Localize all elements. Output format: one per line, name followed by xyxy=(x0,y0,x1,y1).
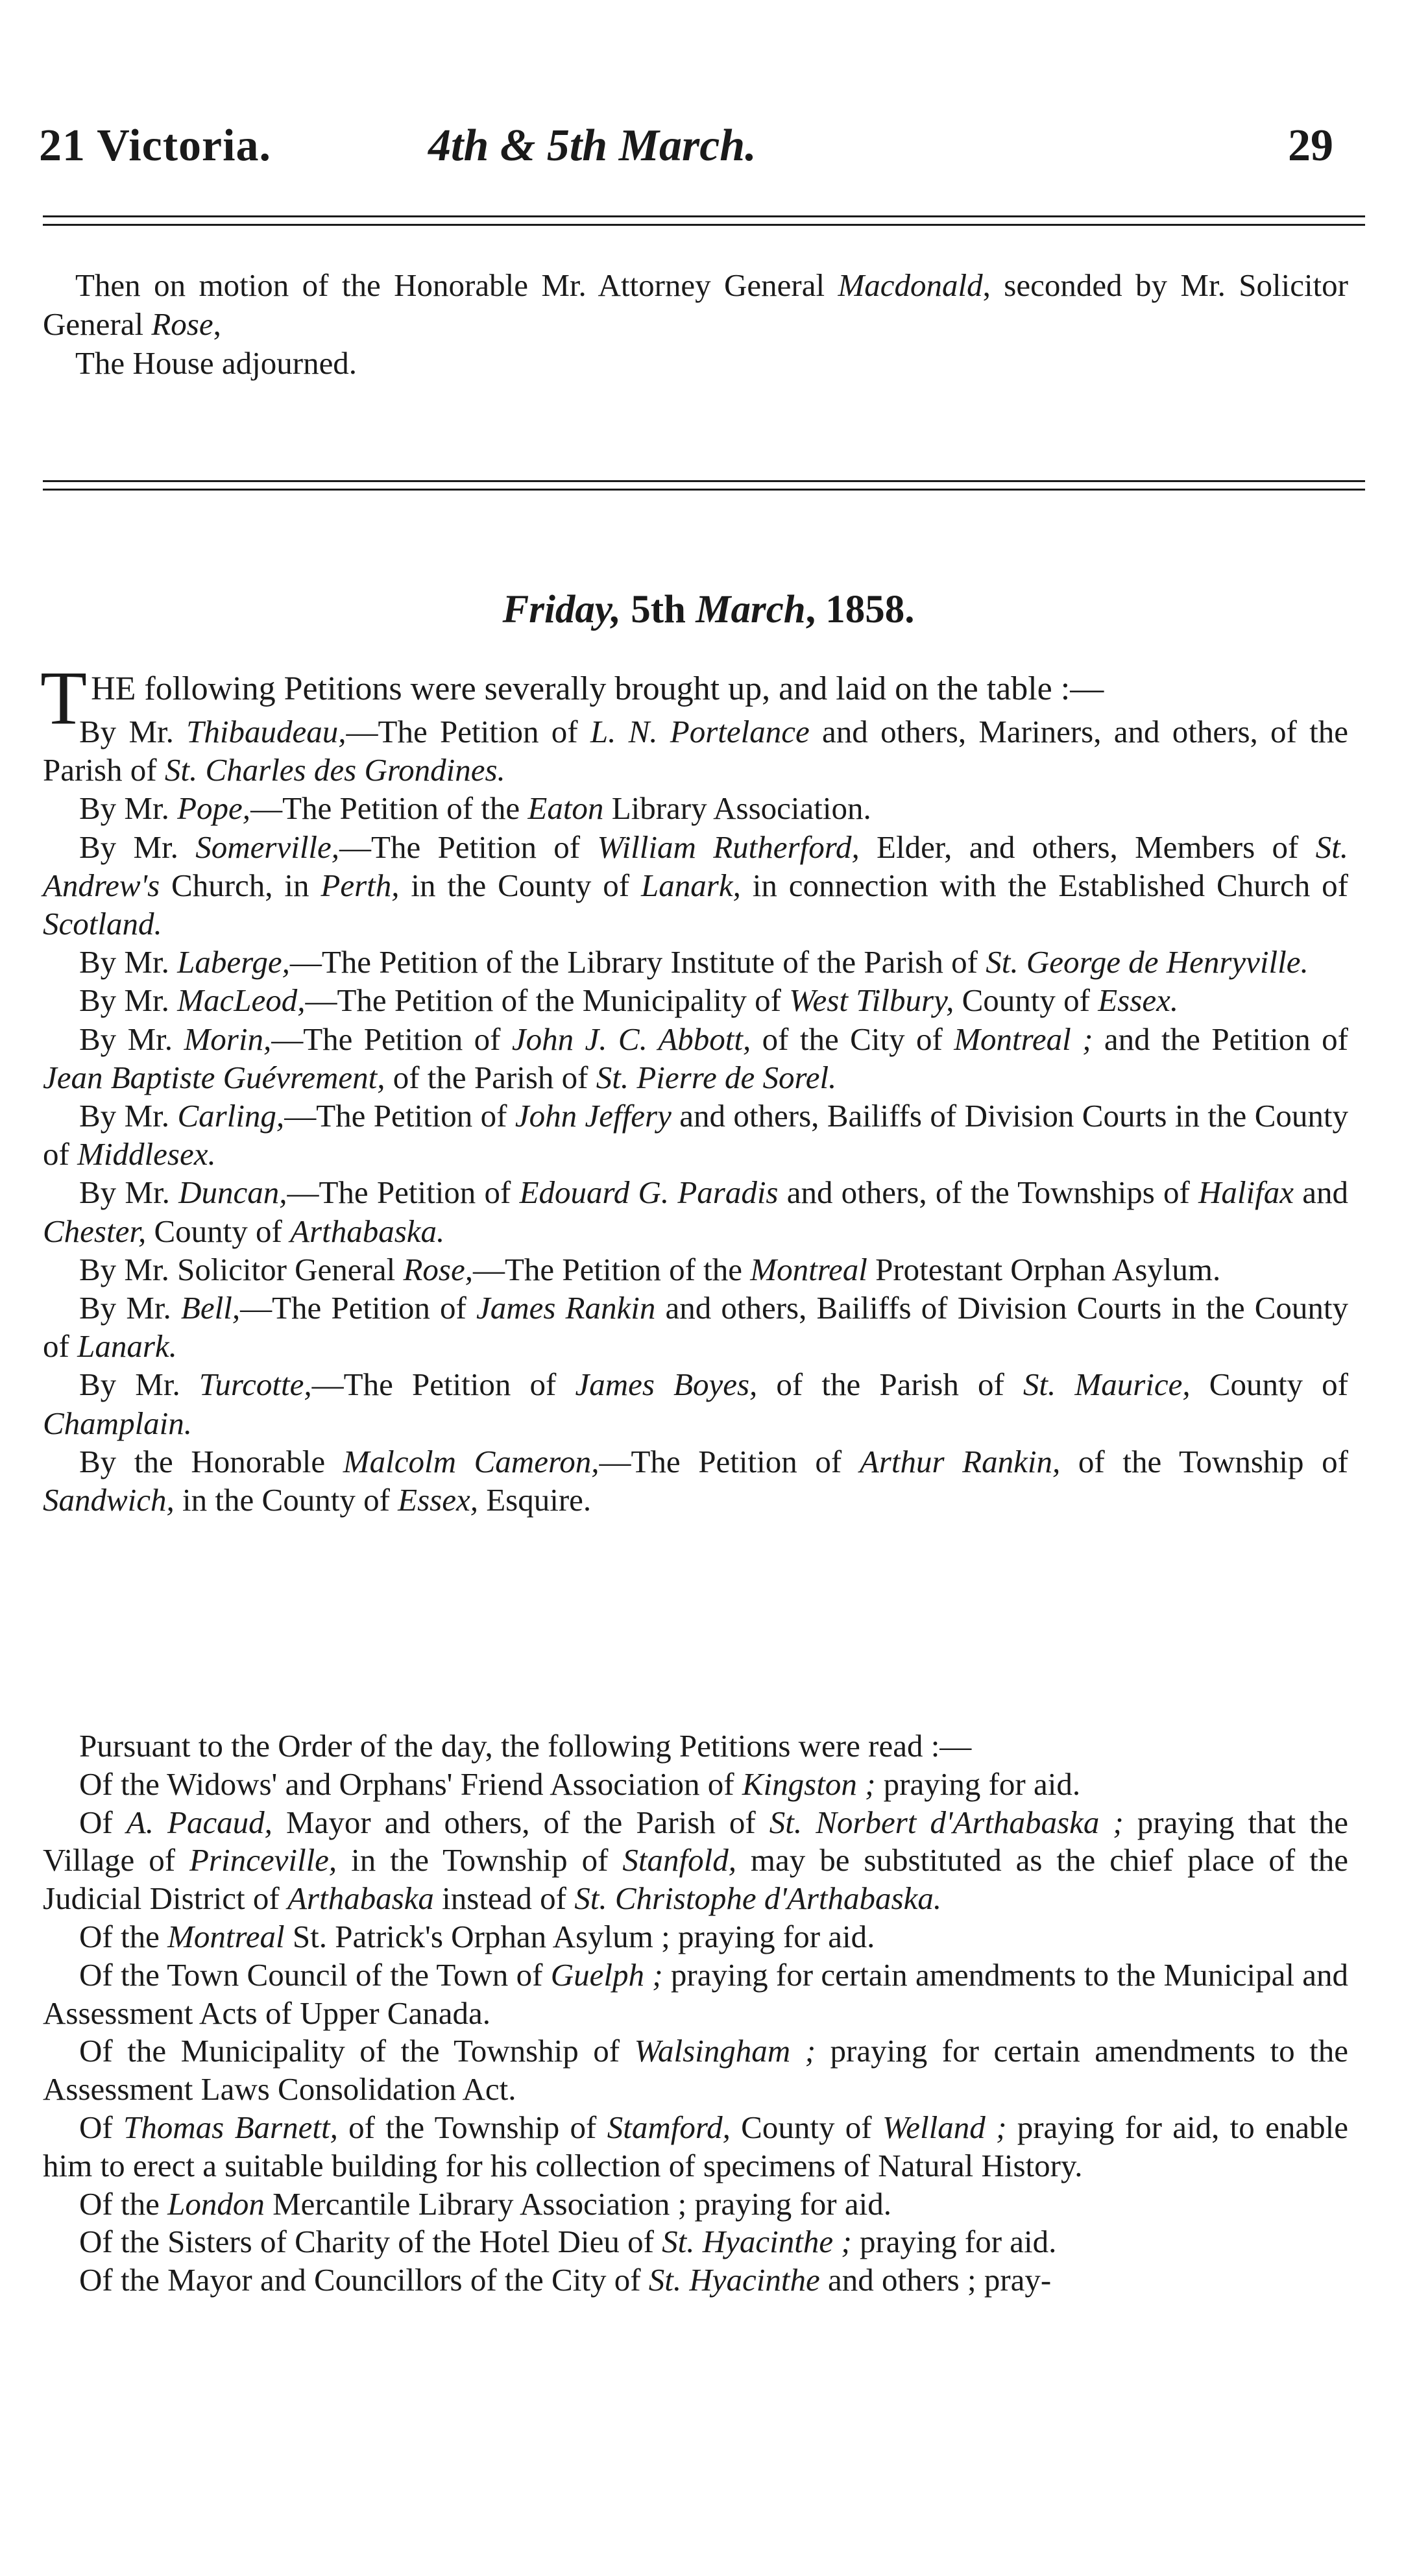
italic-name: Middlesex. xyxy=(77,1136,216,1173)
italic-name: Malcolm Cameron, xyxy=(343,1443,600,1479)
italic-name: Perth, xyxy=(321,867,400,903)
closing-text-before: Then on motion of the Honorable Mr. Attorney General xyxy=(75,267,838,303)
italic-name: London xyxy=(167,2185,265,2222)
petition-entry: By Mr. Duncan,—The Petition of Edouard G. Paradis and others, of the Townships of Halifax and Chester, County of Arthabaska. xyxy=(43,1174,1348,1249)
petition-entry: By Mr. Laberge,—The Petition of the Library Institute of the Parish of St. George de Henryville. xyxy=(79,944,1309,980)
italic-name: Essex, xyxy=(398,1482,478,1518)
petition-read-entry: Of the Town Council of the Town of Guelph ; praying for certain amendments to the Municipal and Assessment Acts of Upper Canada. xyxy=(43,1956,1348,2031)
italic-name: Morin, xyxy=(184,1021,272,1057)
petition-read-entry: Of the London Mercantile Library Association ; praying for aid. xyxy=(79,2185,891,2222)
italic-name: Scotland. xyxy=(43,906,162,942)
italic-name: Duncan, xyxy=(178,1174,287,1211)
italic-name: Laberge, xyxy=(177,944,290,980)
italic-name: Halifax xyxy=(1198,1174,1294,1211)
italic-name: Somerville, xyxy=(195,829,340,865)
italic-name: Montreal xyxy=(167,1918,285,1954)
petition-read-entry: Of the Sisters of Charity of the Hotel Dieu of St. Hyacinthe ; praying for aid. xyxy=(79,2224,1057,2260)
italic-name: Stamford, xyxy=(607,2109,731,2145)
italic-name: Stanfold, xyxy=(622,1842,736,1878)
italic-name: Princeville, xyxy=(189,1842,337,1878)
petition-entry: By Mr. Carling,—The Petition of John Jeffery and others, Bailiffs of Division Courts in the County of Middlesex. xyxy=(43,1098,1348,1173)
date-range: 4th & 5th March. xyxy=(428,121,757,171)
petition-entry: By Mr. Morin,—The Petition of John J. C. Abbott, of the City of Montreal ; and the Petition of Jean Baptiste Guévrement, of the Parish of St. Pierre de Sorel. xyxy=(43,1021,1349,1095)
italic-name: St. Pierre de Sorel. xyxy=(596,1059,837,1095)
italic-name: John Jeffery xyxy=(515,1098,672,1134)
italic-name: St. Hyacinthe ; xyxy=(662,2224,852,2260)
italic-name: Montreal xyxy=(750,1251,867,1287)
italic-name: Welland ; xyxy=(882,2109,1007,2145)
italic-name: St. George de Henryville. xyxy=(986,944,1309,980)
heading-month: March xyxy=(696,588,806,631)
italic-name: James Boyes, xyxy=(575,1367,758,1403)
italic-name: Kingston ; xyxy=(742,1766,876,1802)
petition-entry: By Mr. Thibaudeau,—The Petition of L. N. Portelance and others, Mariners, and others, of the Parish of St. Charles des Grondines. xyxy=(43,714,1348,788)
petitions-brought-up-list xyxy=(43,712,1348,1519)
mover-name: Macdonald xyxy=(838,267,983,303)
italic-name: Essex. xyxy=(1098,982,1179,1019)
italic-name: Turcotte, xyxy=(199,1367,312,1403)
day-heading xyxy=(0,587,1417,633)
italic-name: Arthur Rankin, xyxy=(859,1443,1061,1479)
italic-name: St. Andrew's xyxy=(43,829,1348,903)
italic-name: Eaton xyxy=(527,790,604,827)
petitions-read-list xyxy=(43,1766,1348,2300)
petition-read-entry: Of the Mayor and Councillors of the City of St. Hyacinthe and others ; pray- xyxy=(79,2262,1052,2298)
italic-name: Sandwich, xyxy=(43,1482,175,1518)
italic-name: St. Maurice, xyxy=(1023,1367,1191,1403)
adjourned-line: The House adjourned. xyxy=(75,345,357,381)
italic-name: William Rutherford, xyxy=(597,829,860,865)
italic-name: St. Charles des Grondines. xyxy=(164,752,505,788)
double-rule-middle xyxy=(43,480,1365,497)
italic-name: John J. C. Abbott, xyxy=(511,1021,751,1057)
heading-weekday: Friday xyxy=(502,588,611,631)
italic-name: L. N. Portelance xyxy=(590,714,810,749)
closing-paragraph xyxy=(43,266,1348,383)
double-rule-top xyxy=(43,215,1365,232)
italic-name: Thibaudeau, xyxy=(186,714,346,749)
petition-entry: By Mr. Pope,—The Petition of the Eaton Library Association. xyxy=(79,790,871,827)
petition-read-entry: Of the Montreal St. Patrick's Orphan Asylum ; praying for aid. xyxy=(79,1918,875,1954)
petition-read-entry: Of Thomas Barnett, of the Township of Stamford, County of Welland ; praying for aid, to enable him to erect a suitable building for his collection of specimens of Natural History. xyxy=(43,2109,1348,2183)
italic-name: St. Hyacinthe xyxy=(648,2262,820,2298)
petitions-read-section xyxy=(43,1727,1348,2300)
seconder-name: Rose xyxy=(151,306,213,342)
italic-name: Edouard G. Paradis xyxy=(519,1174,779,1211)
italic-name: Rose, xyxy=(403,1251,473,1287)
running-head xyxy=(0,120,1417,185)
petition-read-entry: Of the Widows' and Orphans' Friend Association of Kingston ; praying for aid. xyxy=(79,1766,1081,1802)
italic-name: St. Norbert d'Arthabaska ; xyxy=(769,1804,1124,1840)
petition-entry: By Mr. Somerville,—The Petition of William Rutherford, Elder, and others, Members of St. Andrew's Church, in Perth, in the County of Lanark, in connection with the Established Church of Scotland. xyxy=(43,829,1348,942)
page-number: 29 xyxy=(1288,121,1333,171)
italic-name: Pope, xyxy=(177,790,251,827)
italic-name: MacLeod, xyxy=(177,982,306,1019)
italic-name: Bell, xyxy=(180,1290,241,1326)
italic-name: Champlain. xyxy=(43,1405,193,1441)
italic-name: St. Christophe d'Arthabaska. xyxy=(574,1880,942,1917)
petition-entry: By Mr. Solicitor General Rose,—The Petition of the Montreal Protestant Orphan Asylum. xyxy=(79,1251,1221,1287)
italic-name: Carling, xyxy=(177,1098,285,1134)
italic-name: Walsingham ; xyxy=(634,2033,816,2069)
petition-entry: By Mr. Turcotte,—The Petition of James Boyes, of the Parish of St. Maurice, County of Champlain. xyxy=(43,1367,1348,1441)
heading-space xyxy=(686,588,696,631)
session-label: 21 Victoria. xyxy=(39,121,272,171)
italic-name: Jean Baptiste Guévrement, xyxy=(43,1059,385,1095)
closing-text-mid: , seconded by Mr. Solicitor General xyxy=(43,267,1348,342)
italic-name: Guelph ; xyxy=(550,1956,663,1993)
italic-name: Lanark. xyxy=(77,1328,177,1365)
closing-text-after: , xyxy=(213,306,221,342)
italic-name: Montreal ; xyxy=(954,1021,1093,1057)
petition-entry: By Mr. MacLeod,—The Petition of the Municipality of West Tilbury, County of Essex. xyxy=(79,982,1179,1019)
italic-name: West Tilbury, xyxy=(789,982,954,1019)
petition-entry: By Mr. Bell,—The Petition of James Rankin and others, Bailiffs of Division Courts in the County of Lanark. xyxy=(43,1290,1348,1365)
italic-name: James Rankin xyxy=(476,1290,656,1326)
italic-name: Thomas Barnett, xyxy=(123,2109,338,2145)
petitions-intro-text: HE following Petitions were severally brought up, and laid on the table :— xyxy=(91,670,1104,707)
petition-entry: By the Honorable Malcolm Cameron,—The Petition of Arthur Rankin, of the Township of Sandwich, in the County of Essex, Esquire. xyxy=(43,1443,1348,1518)
italic-name: Arthabaska xyxy=(287,1880,434,1917)
petition-read-entry: Of A. Pacaud, Mayor and others, of the Parish of St. Norbert d'Arthabaska ; praying that the Village of Princeville, in the Township of Stanfold, may be substituted as the chief place of the Judicial District of Arthabaska instead of St. Christophe d'Arthabaska. xyxy=(43,1804,1348,1917)
order-of-day-intro: Pursuant to the Order of the day, the following Petitions were read :— xyxy=(79,1728,972,1764)
italic-name: A. Pacaud, xyxy=(126,1804,272,1840)
italic-name: Arthabaska. xyxy=(290,1213,445,1249)
italic-name: Chester, xyxy=(43,1213,147,1249)
heading-day-number: 5th xyxy=(631,588,686,631)
heading-sep: , xyxy=(611,588,631,631)
petition-read-entry: Of the Municipality of the Township of Walsingham ; praying for certain amendments to the Assessment Laws Consolidation Act. xyxy=(43,2033,1348,2108)
heading-year: , 1858. xyxy=(805,588,915,631)
italic-name: Lanark, xyxy=(641,867,741,903)
drop-cap: T xyxy=(40,655,88,740)
